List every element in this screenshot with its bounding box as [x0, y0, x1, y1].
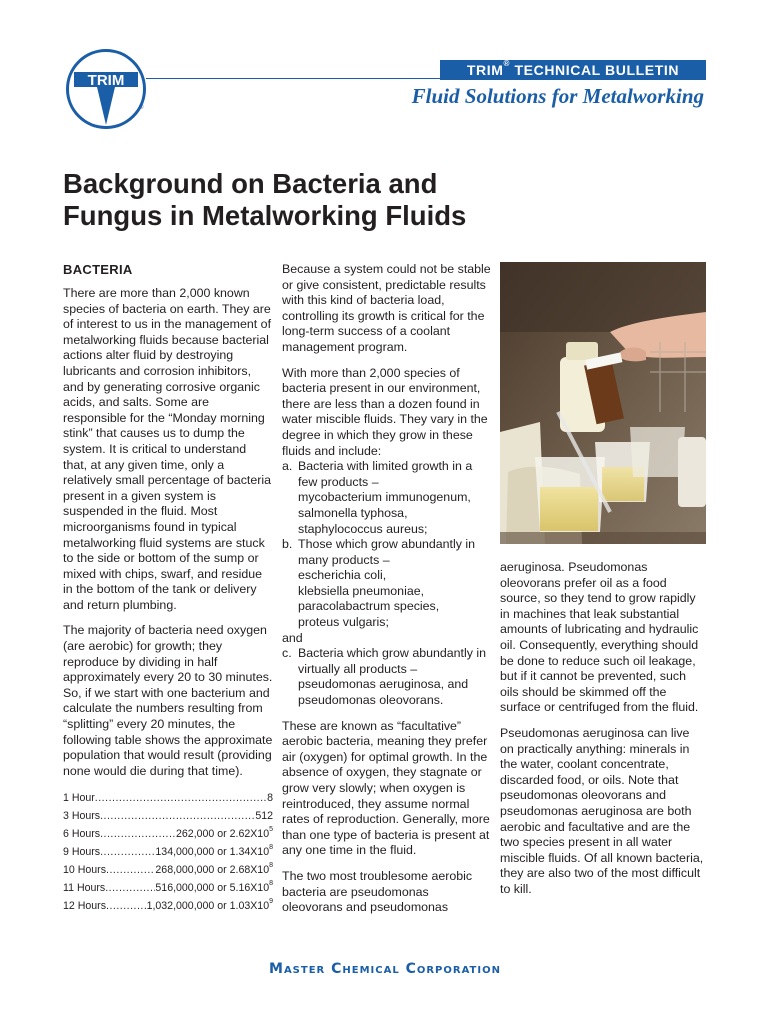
list-item: [282, 537, 492, 631]
row-value-text: 516,000,000 or 5.16X10: [155, 882, 270, 895]
row-value: [255, 807, 273, 825]
list-item: [282, 646, 492, 708]
bacteria-list: [282, 459, 492, 709]
species-name: klebsiella pneumoniae,: [298, 583, 425, 598]
row-value: [147, 897, 273, 915]
row-value-text: 262,000 or 2.62X10: [176, 828, 270, 841]
column-3: [500, 560, 706, 907]
row-label: 10 Hours: [63, 864, 106, 877]
row-value-text: 1,032,000,000 or 1.03X10: [146, 900, 270, 913]
column-1: [63, 262, 273, 915]
list-marker: c.: [282, 646, 292, 661]
lab-photo: [500, 262, 706, 544]
column-2: [282, 262, 492, 926]
row-exponent: 8: [269, 880, 273, 888]
row-label: 12 Hours: [63, 900, 106, 913]
dot-leader: [100, 825, 176, 843]
list-item-text: Bacteria with limited growth in a few products –: [298, 459, 473, 489]
row-exponent: 5: [269, 826, 273, 834]
species-name: mycobacterium immunogenum,: [298, 490, 471, 505]
species-name: escherichia coli,: [298, 568, 387, 583]
row-exponent: 8: [269, 862, 273, 870]
species-name: staphylococcus aureus;: [298, 521, 428, 536]
row-value: [176, 825, 273, 843]
paragraph: There are more than 2,000 known species of bacteria on earth. They are of interest to us in the management of metalworking fluids because bacterial actions alter fluid by destroying lubricants and corrosion inhibitors, and by generating corrosive organic acids, and salts. Some are responsible for the “Monday morning stink” that causes us to dump the system. It is critical to understand that, at any given time, only a relatively small percentage of bacteria present in a given system is suspended in the fluid. Most microorganisms found in typical metalworking fluid systems are stuck to the side or bottom of the sump or mixed with chips, swarf, and residue in the bottom of the tank or delivery and return plumbing.: [63, 286, 272, 612]
title-line-1: Background on Bacteria and: [63, 168, 438, 199]
row-value-text: 8: [267, 792, 273, 805]
table-row: [63, 825, 273, 843]
table-row: [63, 861, 273, 879]
table-row: [63, 897, 273, 915]
dot-leader: [106, 861, 155, 879]
paragraph: aeruginosa. Pseudomonas oleovorans prefer oil as a food source, so they tend to grow rapidly in machines that leak substantial amounts of lubricating and hydraulic oil. Consequently, everything should be done to reduce such oil leakage, but if it cannot be prevented, such oils should be skimmed off the surface or centrifuged from the fluid.: [500, 560, 699, 715]
growth-table: [63, 789, 273, 915]
dot-leader: [95, 789, 267, 807]
list-marker: a.: [282, 459, 293, 474]
row-label: 11 Hours: [63, 882, 106, 895]
list-item: [282, 459, 492, 537]
row-value-text: 512: [255, 810, 273, 823]
title-line-2: Fungus in Metalworking Fluids: [63, 200, 467, 231]
row-label: 3 Hours: [63, 810, 101, 823]
section-heading-bacteria: BACTERIA: [63, 262, 133, 277]
row-value: [155, 843, 273, 861]
paragraph: Pseudomonas aeruginosa can live on practically anything: minerals in the water, coolant concentrate, discarded food, or oils. Note that pseudomonas oleovorans and pseudomonas aeruginosa are both aerobic and facultative and are the two species present in all water miscible fluids. Of all known bacteria, they are also two of the most difficult to kill.: [500, 725, 704, 896]
bulletin-registered-mark: ®: [503, 59, 511, 68]
logo-text: TRIM: [87, 72, 125, 89]
table-row: [63, 879, 273, 897]
bulletin-label: TECHNICAL BULLETIN: [514, 62, 680, 78]
bulletin-brand: TRIM: [466, 62, 504, 78]
technical-bulletin-banner: [440, 60, 706, 80]
dot-leader: [100, 843, 155, 861]
logo-registered-mark: ®: [139, 105, 144, 111]
dot-leader: [105, 879, 155, 897]
and-text: and: [282, 630, 303, 645]
table-row: [63, 843, 273, 861]
row-label: 1 Hour: [63, 792, 95, 805]
dot-leader: [106, 897, 147, 915]
dot-leader: [100, 807, 255, 825]
list-marker: b.: [282, 537, 293, 552]
list-item-text: Bacteria which grow abundantly in virtually all products – pseudomonas aeruginosa, and pseudomonas oleovorans.: [298, 646, 487, 708]
table-row: [63, 807, 273, 825]
row-value: [155, 861, 273, 879]
trim-logo: [66, 49, 146, 129]
species-name: salmonella typhosa,: [298, 505, 408, 520]
row-value-text: 268,000,000 or 2.68X10: [155, 864, 270, 877]
row-exponent: 9: [269, 898, 273, 906]
paragraph: These are known as “facultative” aerobic bacteria, meaning they prefer air (oxygen) for optimal growth. In the absence of oxygen, they stagnate or grow very slowly; when oxygen is reintroduced, they assume normal rates of reproduction. Generally, more than one type of bacteria is present at any one time in the fluid.: [282, 718, 490, 858]
paragraph: With more than 2,000 species of bacteria present in our environment, there are less than a dozen found in water miscible fluids. They vary in the degree in which they grow in these fluids and include:: [282, 365, 488, 458]
row-value: [155, 879, 273, 897]
list-item-text: Those which grow abundantly in many products –: [298, 537, 476, 567]
list-text: [298, 537, 492, 631]
paragraph: Because a system could not be stable or give consistent, predictable results with this kind of bacteria load, controlling its growth is critical for the long-term success of a coolant management program.: [282, 262, 491, 354]
species-name: proteus vulgaris;: [298, 615, 389, 630]
row-value: [267, 789, 273, 807]
row-value-text: 134,000,000 or 1.34X10: [155, 846, 270, 859]
row-exponent: 8: [269, 844, 273, 852]
list-text: [298, 459, 492, 537]
page-title: [63, 168, 583, 232]
species-name: paracolabactrum species,: [298, 599, 440, 614]
paragraph: The majority of bacteria need oxygen (are aerobic) for growth; they reproduce by dividing in half approximately every 20 to 30 minutes. So, if we start with one bacterium and calculate the numbers resulting from “splitting” every 20 minutes, the following table shows the approximate population that would result (providing none would die during that time).: [63, 623, 273, 778]
row-label: 9 Hours: [63, 846, 101, 859]
tagline: Fluid Solutions for Metalworking: [411, 84, 704, 108]
row-label: 6 Hours: [63, 828, 101, 841]
paragraph: The two most troublesome aerobic bacteria are pseudomonas oleovorans and pseudomonas: [282, 868, 473, 915]
table-row: [63, 789, 273, 807]
company-footer: Master Chemical Corporation: [269, 961, 501, 977]
